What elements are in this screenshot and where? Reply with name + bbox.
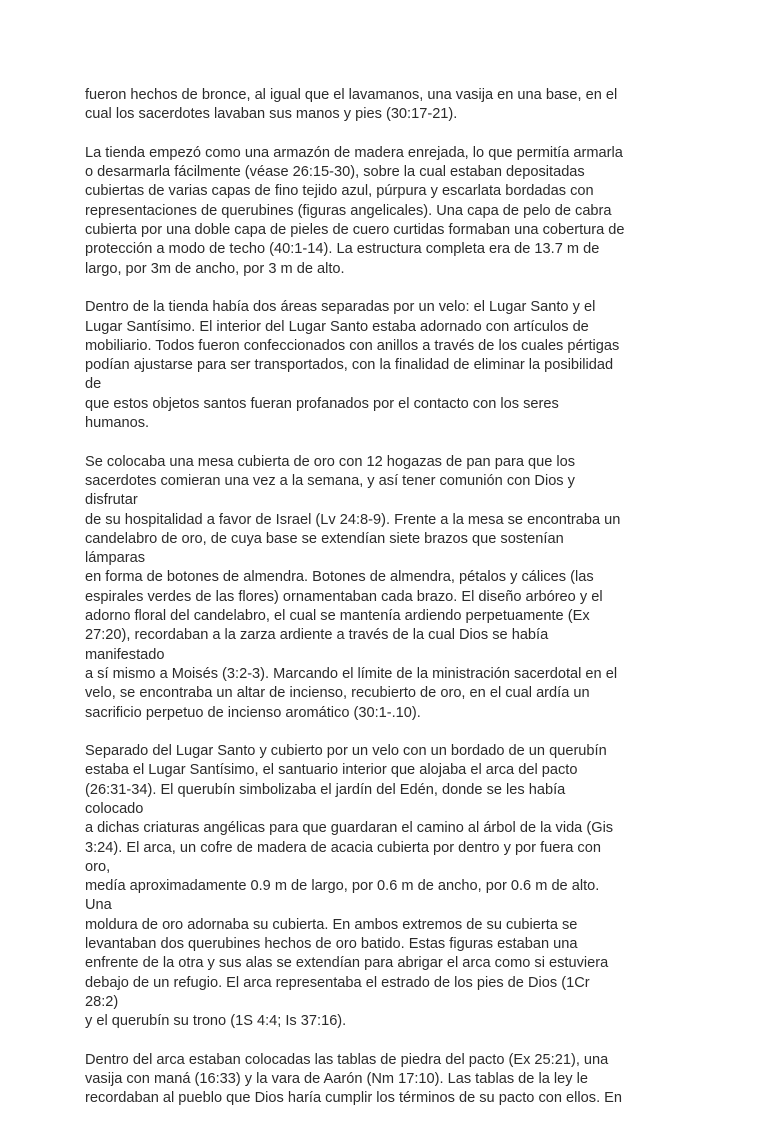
text-line: enfrente de la otra y sus alas se extendían para abrigar el arca como si estuviera [85,955,609,972]
text-line: adorno floral del candelabro, el cual se mantenía ardiendo perpetuamente (Ex [85,608,590,625]
text-line: que estos objetos santos fueran profanados por el contacto con los seres humanos. [85,395,559,432]
paragraph-1 [85,86,625,125]
text-line: espirales verdes de las flores) ornamentaban cada brazo. El diseño arbóreo y el [85,588,603,605]
text-line: moldura de oro adornaba su cubierta. En ambos extremos de su cubierta se [85,916,578,933]
text-line: cubiertas de varias capas de fino tejido azul, púrpura y escarlata bordadas con [85,183,594,200]
text-line: 3:24). El arca, un cofre de madera de acacia cubierta por dentro y por fuera con oro, [85,839,601,875]
text-line: sacrificio perpetuo de incienso aromático (30:1-.10). [85,704,421,721]
text-line: a sí mismo a Moisés (3:2-3). Marcando el límite de la ministración sacerdotal en el [85,665,618,682]
text-line: Se colocaba una mesa cubierta de oro con 12 hogazas de pan para que los [85,453,576,470]
text-line: de su hospitalidad a favor de Israel (Lv 24:8-9). Frente a la mesa se encontraba un [85,511,621,528]
text-line: a dichas criaturas angélicas para que guardaran el camino al árbol de la vida (Gis [85,820,614,837]
document-body [85,86,625,1128]
text-line: debajo de un refugio. El arca representaba el estrado de los pies de Dios (1Cr 28:2) [85,974,590,1010]
text-line: protección a modo de techo (40:1-14). La estructura completa era de 13.7 m de [85,241,600,258]
text-line: 27:20), recordaban a la zarza ardiente a través de la cual Dios se había manifestado [85,627,549,663]
text-line: sacerdotes comieran una vez a la semana, y así tener comunión con Dios y disfrutar [85,472,575,509]
text-line: estaba el Lugar Santísimo, el santuario interior que alojaba el arca del pacto [85,762,578,779]
text-line: Separado del Lugar Santo y cubierto por un velo con un bordado de un querubín [85,743,607,760]
text-line: fueron hechos de bronce, al igual que el lavamanos, una vasija en una base, en el [85,87,618,103]
text-line: velo, se encontraba un altar de incienso, recubierto de oro, en el cual ardía un [85,685,590,702]
text-line: vasija con maná (16:33) y la vara de Aarón (Nm 17:10). Las tablas de la ley le [85,1071,588,1088]
paragraph-3 [85,298,625,433]
text-line: recordaban al pueblo que Dios haría cumplir los términos de su pacto con ellos. En [85,1090,623,1107]
text-line: largo, por 3m de ancho, por 3 m de alto. [85,260,345,277]
text-line: Dentro del arca estaban colocadas las tablas de piedra del pacto (Ex 25:21), una [85,1051,609,1068]
paragraph-5 [85,742,625,1031]
text-line: La tienda empezó como una armazón de madera enrejada, lo que permitía armarla [85,144,623,161]
text-line: Dentro de la tienda había dos áreas separadas por un velo: el Lugar Santo y el [85,299,596,316]
text-line: representaciones de querubines (figuras angelicales). Una capa de pelo de cabra [85,202,612,219]
text-line: levantaban dos querubines hechos de oro batido. Estas figuras estaban una [85,936,578,953]
paragraph-2 [85,144,625,279]
text-line: Lugar Santísimo. El interior del Lugar Santo estaba adornado con artículos de [85,318,589,335]
paragraph-6 [85,1051,625,1109]
text-line: mobiliario. Todos fueron confeccionados con anillos a través de los cuales pértigas [85,337,620,354]
text-line: en forma de botones de almendra. Botones de almendra, pétalos y cálices (las [85,569,594,586]
text-line: y el querubín su trono (1S 4:4; Is 37:16). [85,1013,347,1030]
text-line: cubierta por una doble capa de pieles de cuero curtidas formaban una cobertura de [85,222,625,239]
text-line: candelabro de oro, de cuya base se extendían siete brazos que sostenían lámparas [85,530,564,567]
text-line: cual los sacerdotes lavaban sus manos y pies (30:17-21). [85,106,458,123]
text-line: podían ajustarse para ser transportados, con la finalidad de eliminar la posibilidad de [85,357,614,393]
text-line: medía aproximadamente 0.9 m de largo, por 0.6 m de ancho, por 0.6 m de alto. Una [85,878,600,914]
text-line: (26:31-34). El querubín simbolizaba el jardín del Edén, donde se les había colocado [85,781,566,817]
text-line: o desarmarla fácilmente (véase 26:15-30), sobre la cual estaban depositadas [85,164,585,181]
paragraph-4 [85,453,625,723]
